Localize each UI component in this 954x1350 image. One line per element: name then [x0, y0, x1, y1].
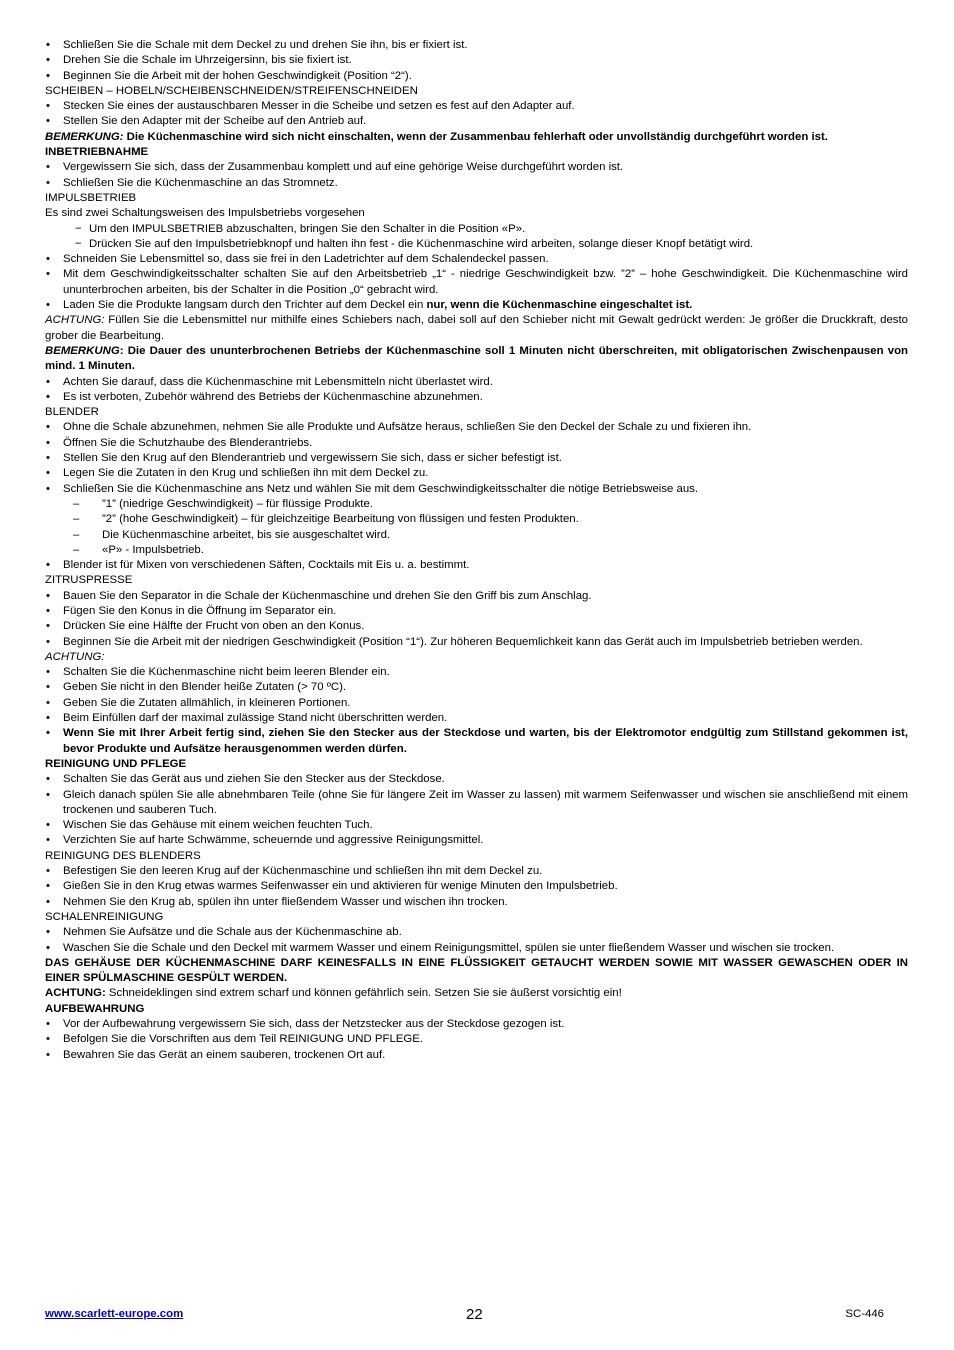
bullet-item [45, 772, 908, 787]
text-run: Stellen Sie den Adapter mit der Scheibe auf den Antrieb auf. [63, 115, 367, 128]
text-run: nur, wenn die Küchenmaschine eingeschaltet ist. [426, 299, 693, 312]
text-run: Drücken Sie eine Hälfte der Frucht von oben an den Konus. [63, 620, 365, 633]
bullet-item [45, 1032, 908, 1047]
bullet-item [45, 482, 908, 497]
bullet-item [45, 941, 908, 956]
text-run: Stecken Sie eines der austauschbaren Messer in die Scheibe und setzen es fest auf den Adapter auf. [63, 100, 575, 113]
text-run: Verzichten Sie auf harte Schwämme, scheuernde und aggressive Reinigungsmittel. [63, 834, 484, 847]
text-run: Beginnen Sie die Arbeit mit der hohen Geschwindigkeit (Position “2“). [63, 69, 412, 82]
bullet-item [45, 604, 908, 619]
text-run: Beginnen Sie die Arbeit mit der niedrigen Geschwindigkeit (Position “1“). Zur höheren Bequemlichkeit kann das Gerät auch im Impulsbetrieb betrieben werden. [63, 635, 863, 648]
paragraph [45, 206, 908, 221]
text-run: INBETRIEBNAHME [45, 146, 149, 159]
text-run: «P» - Impulsbetrieb. [102, 543, 204, 556]
bullet-item [45, 833, 908, 848]
text-run: Geben Sie die Zutaten allmählich, in kleineren Portionen. [63, 696, 351, 709]
text-run: Es ist verboten, Zubehör während des Betriebs der Küchenmaschine abzunehmen. [63, 390, 483, 403]
paragraph [45, 344, 908, 375]
text-run: Wischen Sie das Gehäuse mit einem weichen feuchten Tuch. [63, 819, 373, 832]
text-run: ZITRUSPRESSE [45, 574, 133, 587]
text-run: Fügen Sie den Konus in die Öffnung im Separator ein. [63, 604, 337, 617]
text-run: Achten Sie darauf, dass die Küchenmaschine mit Lebensmitteln nicht überlastet wird. [63, 375, 493, 388]
paragraph [45, 650, 908, 665]
text-run: Die Küchenmaschine wird sich nicht einschalten, wenn der Zusammenbau fehlerhaft oder unvollständig durchgeführt worden ist. [123, 130, 828, 143]
paragraph [45, 849, 908, 864]
text-run: Um den IMPULSBETRIEB abzuschalten, bringen Sie den Schalter in die Position «P». [89, 222, 526, 235]
dash-item [45, 237, 908, 252]
bullet-item [45, 619, 908, 634]
paragraph [45, 84, 908, 99]
bullet-item [45, 589, 908, 604]
text-run: ACHTUNG: [45, 987, 106, 1000]
text-run: Gießen Sie in den Krug etwas warmes Seifenwasser ein und aktivieren für wenige Minuten den Impulsbetrieb. [63, 880, 618, 893]
bullet-item [45, 879, 908, 894]
text-run: Nehmen Sie den Krug ab, spülen ihn unter fließendem Wasser und wischen ihn trocken. [63, 895, 508, 908]
paragraph [45, 405, 908, 420]
text-run: Mit dem Geschwindigkeitsschalter schalten Sie auf den Arbeitsbetrieb „1“ - niedrige Geschwindigkeit bzw. ”2” – hohe Geschwindigkeit. Die Küchenmaschine wird ununterbrochen arbeiten, bis der Schalter in die Position „0“ gebracht wird. [63, 268, 908, 296]
dash-item [45, 543, 908, 558]
text-run: Blender ist für Mixen von verschiedenen Säften, Cocktails mit Eis u. a. bestimmt. [63, 559, 470, 572]
bullet-item [45, 925, 908, 940]
text-run: Ohne die Schale abzunehmen, nehmen Sie alle Produkte und Aufsätze heraus, schließen Sie den Deckel der Schale zu und fixieren ihn. [63, 421, 752, 434]
bullet-item [45, 436, 908, 451]
text-run: SCHEIBEN – HOBELN/SCHEIBENSCHNEIDEN/STREIFENSCHNEIDEN [45, 84, 418, 97]
text-run: Schließen Sie die Schale mit dem Deckel zu und drehen Sie ihn, bis er fixiert ist. [63, 39, 468, 51]
bullet-item [45, 451, 908, 466]
page-footer [45, 1305, 908, 1325]
text-run: Schalten Sie die Küchenmaschine nicht beim leeren Blender ein. [63, 666, 390, 679]
paragraph [45, 145, 908, 160]
text-run: SCHALENREINIGUNG [45, 910, 164, 923]
bullet-item [45, 298, 908, 313]
text-run: Waschen Sie die Schale und den Deckel mit warmem Wasser und einem Reinigungsmittel, spülen sie unter fließendem Wasser und wischen sie trocken. [63, 941, 835, 954]
bullet-item [45, 390, 908, 405]
text-run: Schalten Sie das Gerät aus und ziehen Sie den Stecker aus der Steckdose. [63, 773, 445, 786]
text-run: Vergewissern Sie sich, dass der Zusammenbau komplett und auf eine gehörige Weise durchgeführt worden ist. [63, 161, 624, 174]
text-run: ”2” (hohe Geschwindigkeit) – für gleichzeitige Bearbeitung von flüssigen und festen Produkten. [102, 513, 579, 526]
text-run: Legen Sie die Zutaten in den Krug und schließen ihn mit dem Deckel zu. [63, 467, 429, 480]
text-run: Stellen Sie den Krug auf den Blenderantrieb und vergewissern Sie sich, dass er sicher befestigt ist. [63, 452, 562, 465]
text-run: Öffnen Sie die Schutzhaube des Blenderantriebs. [63, 436, 313, 449]
text-run: ACHTUNG: [45, 314, 105, 327]
bullet-item [45, 267, 908, 298]
document-body [45, 38, 908, 1063]
bullet-item [45, 726, 908, 757]
text-run: BEMERKUNG: [45, 130, 124, 143]
paragraph [45, 956, 908, 987]
bullet-item [45, 711, 908, 726]
bullet-item [45, 895, 908, 910]
bullet-item [45, 680, 908, 695]
bullet-item [45, 99, 908, 114]
text-run: BLENDER [45, 406, 99, 419]
text-run: : Die Dauer des ununterbrochenen Betriebs der Küchenmaschine soll 1 Minuten nicht überschreiten, mit obligatorischen Zwischenpausen von mind. 1 Minuten. [45, 344, 908, 373]
text-run: Bewahren Sie das Gerät an einem sauberen, trockenen Ort auf. [63, 1048, 386, 1061]
text-run: Wenn Sie mit Ihrer Arbeit fertig sind, ziehen Sie den Stecker aus der Steckdose und warten, bis der Elektromotor endgültig zum Stillstand gekommen ist, bevor Produkte und Aufsätze herausgenommen werden dürfen. [63, 727, 908, 755]
bullet-item [45, 665, 908, 680]
bullet-item [45, 818, 908, 833]
text-run: Befestigen Sie den leeren Krug auf der Küchenmaschine und schließen ihn mit dem Deckel zu. [63, 865, 543, 878]
text-run: Schließen Sie die Küchenmaschine ans Netz und wählen Sie mit dem Geschwindigkeitsschalter die nötige Betriebsweise aus. [63, 482, 699, 495]
text-run: AUFBEWAHRUNG [45, 1002, 145, 1015]
text-run: Bauen Sie den Separator in die Schale der Küchenmaschine und drehen Sie den Griff bis zum Anschlag. [63, 589, 592, 602]
bullet-item [45, 864, 908, 879]
bullet-item [45, 69, 908, 84]
text-run: Schneiden Sie Lebensmittel so, dass sie frei in den Ladetrichter auf dem Schalendeckel passen. [63, 253, 549, 266]
paragraph [45, 313, 908, 344]
text-run: Geben Sie nicht in den Blender heiße Zutaten (> 70 ºC). [63, 681, 347, 694]
website-link[interactable]: www.scarlett-europe.com [45, 1308, 184, 1320]
bullet-item [45, 53, 908, 68]
text-run: Schließen Sie die Küchenmaschine an das Stromnetz. [63, 176, 338, 189]
text-run: IMPULSBETRIEB [45, 191, 137, 204]
paragraph [45, 191, 908, 206]
text-run: Füllen Sie die Lebensmittel nur mithilfe eines Schiebers nach, dabei soll auf den Schieber nicht mit Gewalt gedrückt werden: Je größer die Druckkraft, desto grober die Bearbeitung. [45, 314, 908, 342]
bullet-item [45, 160, 908, 175]
text-run: DAS GEHÄUSE DER KÜCHENMASCHINE DARF KEINESFALLS IN EINE FLÜSSIGKEIT GETAUCHT WERDEN SOWIE MIT WASSER GEWASCHEN ODER IN EINER SPÜLMASCHINE GESPÜLT WERDEN. [45, 956, 908, 985]
bullet-item [45, 114, 908, 129]
text-run: Schneideklingen sind extrem scharf und können gefährlich sein. Setzen Sie sie äußerst vorsichtig ein! [105, 987, 622, 1000]
bullet-item [45, 558, 908, 573]
text-run: Drücken Sie auf den Impulsbetriebknopf und halten ihn fest - die Küchenmaschine wird arbeiten, solange dieser Knopf betätigt wird. [89, 237, 754, 250]
dash-item [45, 528, 908, 543]
bullet-item [45, 38, 908, 53]
text-run: Befolgen Sie die Vorschriften aus dem Teil REINIGUNG UND PFLEGE. [63, 1033, 424, 1046]
text-run: REINIGUNG UND PFLEGE [45, 757, 187, 770]
bullet-item [45, 1017, 908, 1032]
page-number: 22 [466, 1306, 483, 1323]
text-run: REINIGUNG DES BLENDERS [45, 849, 201, 862]
bullet-item [45, 635, 908, 650]
text-run: Drehen Sie die Schale im Uhrzeigersinn, bis sie fixiert ist. [63, 54, 352, 67]
bullet-item [45, 1048, 908, 1063]
dash-item [45, 497, 908, 512]
paragraph [45, 573, 908, 588]
text-run: ACHTUNG: [45, 650, 105, 663]
bullet-item [45, 696, 908, 711]
paragraph [45, 910, 908, 925]
text-run: Beim Einfüllen darf der maximal zulässige Stand nicht überschritten werden. [63, 712, 448, 725]
dash-item [45, 512, 908, 527]
text-run: BEMERKUNG [45, 344, 120, 357]
model-number: SC-446 [845, 1308, 884, 1320]
bullet-item [45, 375, 908, 390]
text-run: Vor der Aufbewahrung vergewissern Sie sich, dass der Netzstecker aus der Steckdose gezogen ist. [63, 1018, 565, 1030]
text-run: Es sind zwei Schaltungsweisen des Impulsbetriebs vorgesehen [45, 207, 365, 220]
paragraph [45, 757, 908, 772]
dash-item [45, 222, 908, 237]
bullet-item [45, 420, 908, 435]
text-run: Die Küchenmaschine arbeitet, bis sie ausgeschaltet wird. [102, 528, 391, 541]
text-run: ”1” (niedrige Geschwindigkeit) – für flüssige Produkte. [102, 497, 373, 510]
bullet-item [45, 176, 908, 191]
text-run: Gleich danach spülen Sie alle abnehmbaren Teile (ohne Sie für längere Zeit im Wasser zu lassen) mit warmem Seifenwasser und wischen sie anschließend mit einem trockenen und sauberen Tuch. [63, 788, 908, 816]
paragraph [45, 1002, 908, 1017]
bullet-item [45, 466, 908, 481]
bullet-item [45, 252, 908, 267]
text-run: Nehmen Sie Aufsätze und die Schale aus der Küchenmaschine ab. [63, 926, 402, 939]
paragraph [45, 986, 908, 1001]
text-run: Laden Sie die Produkte langsam durch den Trichter auf dem Deckel ein [63, 299, 427, 312]
paragraph [45, 130, 908, 145]
bullet-item [45, 788, 908, 819]
